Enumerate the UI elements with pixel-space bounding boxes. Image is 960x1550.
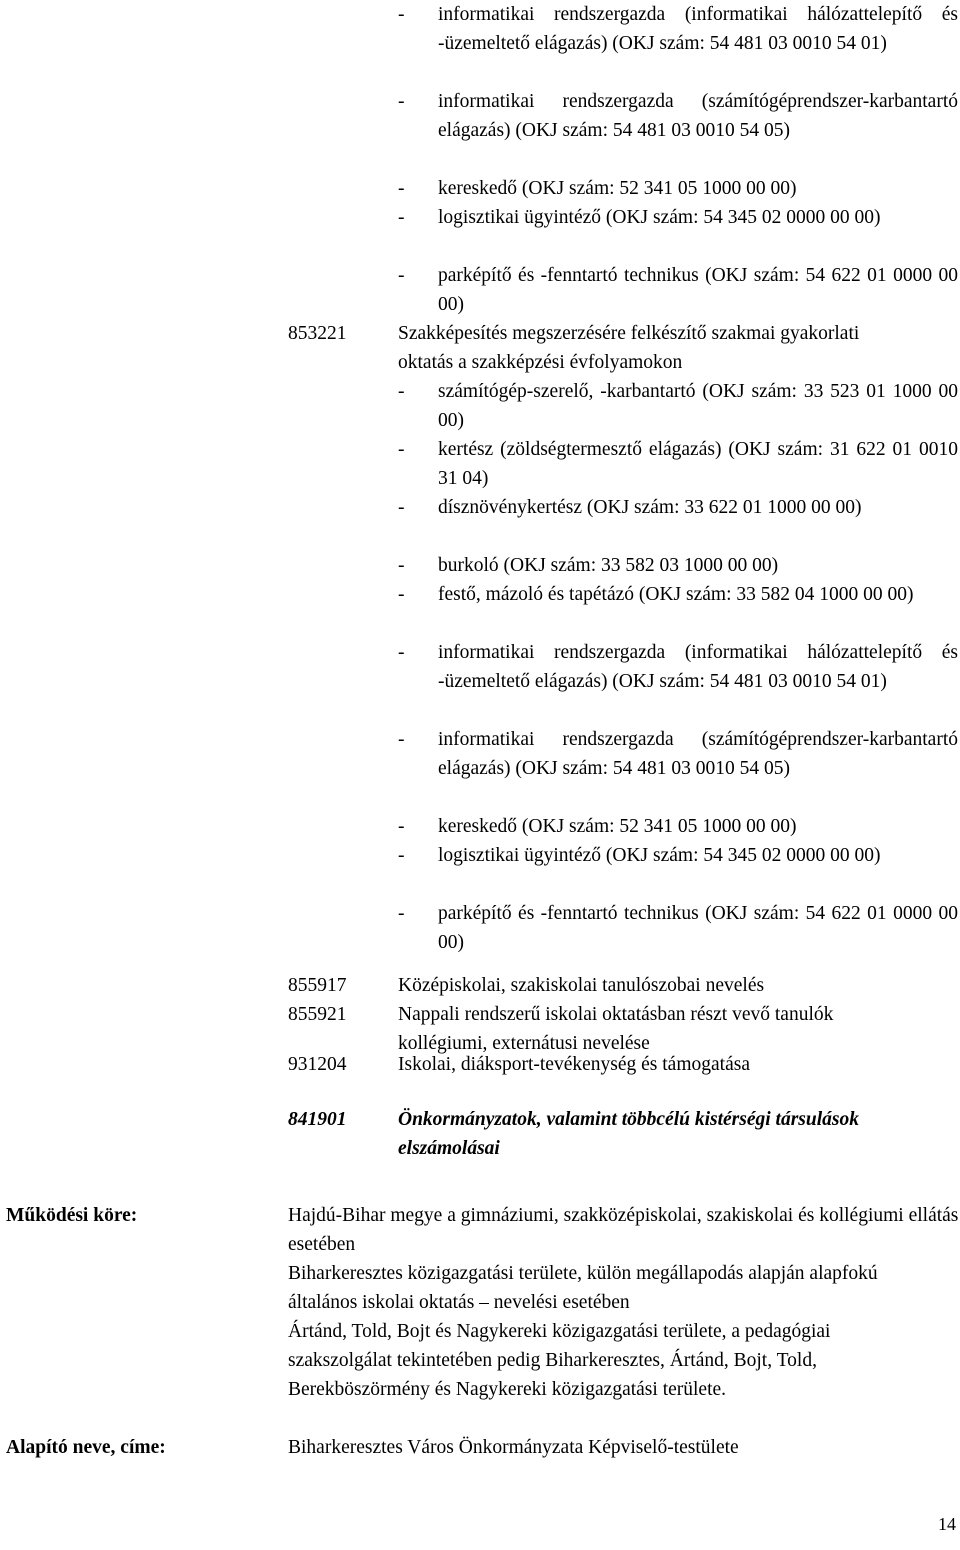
list-item-text: informatikai rendszergazda (informatikai hálózattelepítő és -üzemeltető elágazás) (OKJ szám: 54 481 03 0010 54 01): [438, 642, 958, 692]
list-item: [398, 812, 958, 841]
list-item-text: festő, mázoló és tapétázó (OKJ szám: 33 582 04 1000 00 00): [438, 584, 914, 605]
list-item: [398, 261, 958, 319]
list-item-text: logisztikai ügyintéző (OKJ szám: 54 345 02 0000 00 00): [438, 207, 881, 228]
list-item: [398, 638, 958, 696]
list-item-text: dísznövénykertész (OKJ szám: 33 622 01 1000 00 00): [438, 497, 862, 518]
list-dash: -: [398, 381, 405, 402]
list-item: [398, 551, 958, 580]
list-item: [398, 580, 958, 609]
alapito-value: Biharkeresztes Város Önkormányzata Képviselő-testülete: [288, 1437, 739, 1458]
activity-code: 855917: [288, 975, 347, 996]
list-dash: -: [398, 816, 405, 837]
list-item: [398, 841, 958, 870]
list-item: [398, 899, 958, 957]
list-dash: -: [398, 845, 405, 866]
list-dash: -: [398, 91, 405, 112]
activity-title: Nappali rendszerű iskolai oktatásban részt vevő tanulók kollégiumi, externátusi nevelése: [398, 1004, 834, 1054]
list-item-text: számítógép-szerelő, -karbantartó (OKJ szám: 33 523 01 1000 00 00): [438, 381, 958, 431]
list-item: [398, 493, 958, 522]
list-dash: -: [398, 265, 405, 286]
list-item: [398, 203, 958, 232]
activity-code: 853221: [288, 323, 347, 344]
list-item: [398, 174, 958, 203]
mukodesi-kore-label: Működési köre:: [6, 1205, 138, 1226]
list-dash: -: [398, 178, 405, 199]
list-dash: -: [398, 555, 405, 576]
list-item: [398, 725, 958, 783]
list-dash: -: [398, 439, 405, 460]
list-dash: -: [398, 903, 405, 924]
activity-title: Önkormányzatok, valamint többcélú kistérségi társulások elszámolásai: [398, 1109, 860, 1159]
list-dash: -: [398, 207, 405, 228]
list-dash: -: [398, 497, 405, 518]
list-item-text: informatikai rendszergazda (számítógéprendszer-karbantartó elágazás) (OKJ szám: 54 481 03 0010 54 05): [438, 729, 958, 779]
list-dash: -: [398, 642, 405, 663]
mukodesi-kore-p2: Biharkeresztes közigazgatási területe, külön megállapodás alapján alapfokú általános iskolai oktatás – nevelési esetében: [288, 1263, 878, 1313]
activity-title: Szakképesítés megszerzésére felkészítő szakmai gyakorlati oktatás a szakképzési évfolyamokon: [398, 323, 860, 373]
activity-code: 855921: [288, 1004, 347, 1025]
list-dash: -: [398, 729, 405, 750]
list-item: [398, 435, 958, 493]
activity-title: Iskolai, diáksport-tevékenység és támogatása: [398, 1054, 750, 1075]
list-item-text: parképítő és -fenntartó technikus (OKJ szám: 54 622 01 0000 00 00): [438, 903, 958, 953]
list-dash: -: [398, 4, 405, 25]
mukodesi-kore-p1: Hajdú-Bihar megye a gimnáziumi, szakközépiskolai, szakiskolai és kollégiumi ellátás esetében: [288, 1205, 959, 1255]
activity-title: Középiskolai, szakiskolai tanulószobai nevelés: [398, 975, 765, 996]
page-number: 14: [938, 1514, 956, 1534]
list-item-text: informatikai rendszergazda (informatikai hálózattelepítő és -üzemeltető elágazás) (OKJ szám: 54 481 03 0010 54 01): [438, 4, 958, 54]
mukodesi-kore-p3: Ártánd, Told, Bojt és Nagykereki közigazgatási területe, a pedagógiai szakszolgálat tekintetében pedig Biharkeresztes, Ártánd, Bojt, Told, Berekböszörmény és Nagykereki közigazgatási területe.: [288, 1321, 831, 1400]
activity-code: 931204: [288, 1054, 347, 1075]
list-item-text: logisztikai ügyintéző (OKJ szám: 54 345 02 0000 00 00): [438, 845, 881, 866]
list-item-text: burkoló (OKJ szám: 33 582 03 1000 00 00): [438, 555, 779, 576]
list-item-text: parképítő és -fenntartó technikus (OKJ szám: 54 622 01 0000 00 00): [438, 265, 958, 315]
alapito-label: Alapító neve, címe:: [6, 1437, 166, 1458]
list-dash: -: [398, 584, 405, 605]
list-item-text: kereskedő (OKJ szám: 52 341 05 1000 00 00): [438, 816, 797, 837]
list-item: [398, 87, 958, 145]
activity-code: 841901: [288, 1109, 347, 1130]
list-item: [398, 377, 958, 435]
list-item-text: kereskedő (OKJ szám: 52 341 05 1000 00 00): [438, 178, 797, 199]
list-item-text: informatikai rendszergazda (számítógéprendszer-karbantartó elágazás) (OKJ szám: 54 481 03 0010 54 05): [438, 91, 958, 141]
list-item-text: kertész (zöldségtermesztő elágazás) (OKJ szám: 31 622 01 0010 31 04): [438, 439, 958, 489]
list-item: [398, 0, 958, 58]
